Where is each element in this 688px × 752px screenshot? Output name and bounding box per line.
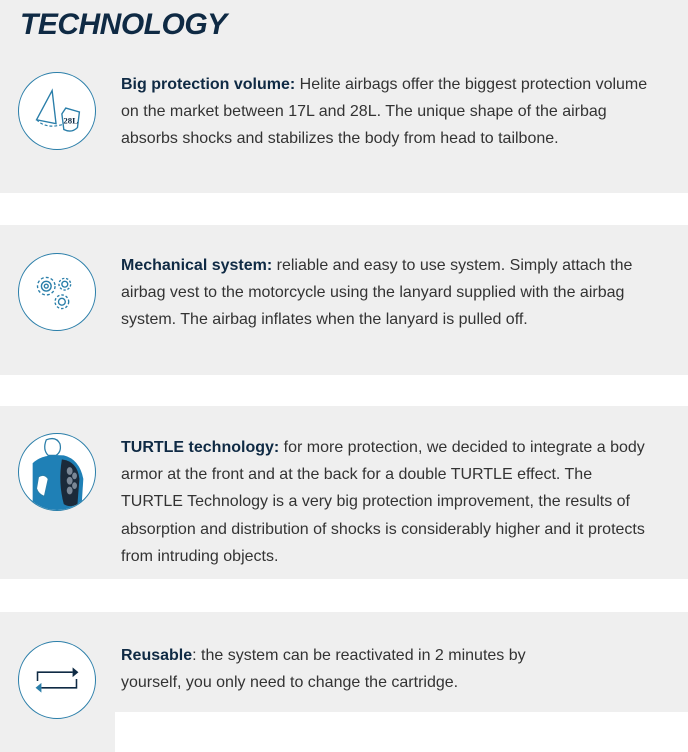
feature-text	[121, 642, 531, 696]
reuse-arrows-icon	[18, 641, 96, 719]
volume-label: 28L	[63, 115, 78, 126]
feature-text	[121, 434, 651, 570]
feature-text	[121, 71, 651, 153]
feature-body: : the system can be reactivated in 2 minutes by yourself, you only need to change the cartridge.	[121, 647, 526, 692]
airbag-volume-icon	[18, 72, 96, 150]
feature-body: reliable and easy to use system. Simply attach the airbag vest to the motorcycle using the lanyard supplied with the airbag system. The airbag inflates when the lanyard is pulled off.	[121, 257, 633, 329]
feature-body: Helite airbags offer the biggest protection volume on the market between 17L and 28L. The unique shape of the airbag absorbs shocks and stabilizes the body from head to tailbone.	[121, 76, 648, 148]
feature-text	[121, 252, 651, 334]
feature-heading: Big protection volume:	[121, 76, 296, 93]
page-title: TECHNOLOGY	[20, 8, 227, 41]
feature-heading: Mechanical system:	[121, 257, 273, 274]
footer-white-block	[115, 712, 688, 752]
feature-heading: Reusable	[121, 647, 193, 664]
gears-icon	[18, 253, 96, 331]
feature-heading: TURTLE technology:	[121, 439, 280, 456]
turtle-armor-icon	[18, 433, 96, 511]
feature-body: for more protection, we decided to integrate a body armor at the front and at the back for a double TURTLE effect. The TURTLE Technology is a very big protection improvement, the results of absorption and distribution of shocks is considerably higher and it protects from intruding objects.	[121, 439, 645, 565]
